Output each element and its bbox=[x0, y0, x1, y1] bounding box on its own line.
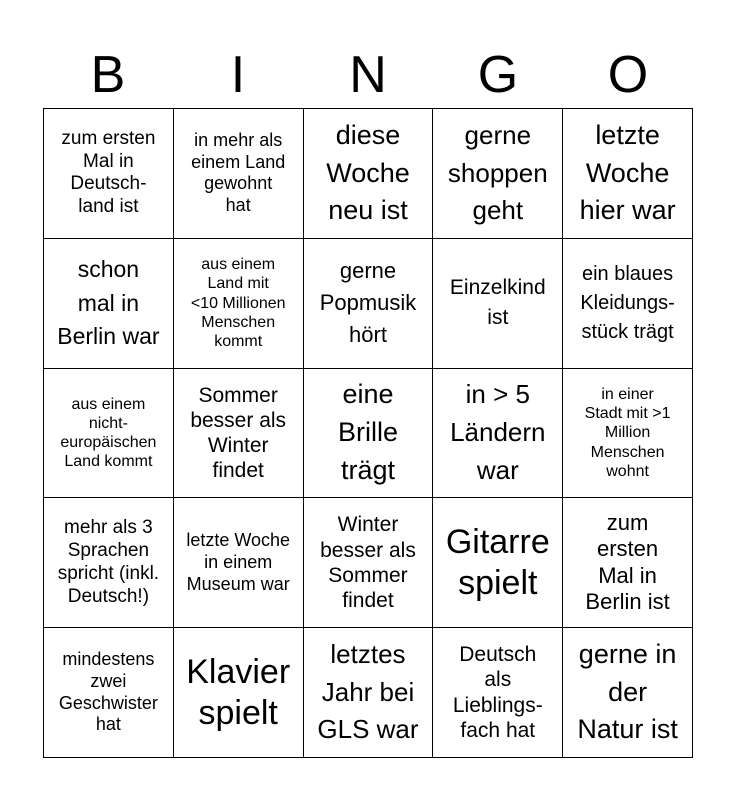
bingo-cell[interactable]: Sommer besser als Winter findet bbox=[174, 369, 304, 499]
bingo-cell[interactable]: aus einem nicht- europäischen Land kommt bbox=[44, 369, 174, 499]
bingo-cell[interactable]: mehr als 3 Sprachen spricht (inkl. Deutsch!) bbox=[44, 498, 174, 628]
bingo-cell[interactable]: letzte Woche hier war bbox=[563, 109, 693, 239]
bingo-cell[interactable]: gerne Popmusik hört bbox=[304, 239, 434, 369]
bingo-cell[interactable]: Einzelkind ist bbox=[433, 239, 563, 369]
bingo-cell[interactable]: in > 5 Ländern war bbox=[433, 369, 563, 499]
bingo-cell[interactable]: aus einem Land mit <10 Millionen Menschen kommt bbox=[174, 239, 304, 369]
header-letter-i: I bbox=[230, 46, 246, 104]
bingo-cell[interactable]: in mehr als einem Land gewohnt hat bbox=[174, 109, 304, 239]
header-letter-g: G bbox=[477, 46, 519, 104]
bingo-cell[interactable]: eine Brille trägt bbox=[304, 369, 434, 499]
bingo-cell[interactable]: gerne shoppen geht bbox=[433, 109, 563, 239]
bingo-cell[interactable]: Deutsch als Lieblings- fach hat bbox=[433, 628, 563, 758]
bingo-cell[interactable]: letzte Woche in einem Museum war bbox=[174, 498, 304, 628]
bingo-cell[interactable]: ein blaues Kleidungs- stück trägt bbox=[563, 239, 693, 369]
bingo-cell[interactable]: diese Woche neu ist bbox=[304, 109, 434, 239]
header-letter-o: O bbox=[607, 46, 649, 104]
bingo-cell[interactable]: zum ersten Mal in Deutsch- land ist bbox=[44, 109, 174, 239]
bingo-cell[interactable]: in einer Stadt mit >1 Million Menschen wohnt bbox=[563, 369, 693, 499]
bingo-cell[interactable]: Klavier spielt bbox=[174, 628, 304, 758]
bingo-cell[interactable]: mindestens zwei Geschwister hat bbox=[44, 628, 174, 758]
bingo-header bbox=[43, 42, 693, 108]
bingo-cell[interactable]: zum ersten Mal in Berlin ist bbox=[563, 498, 693, 628]
bingo-grid bbox=[43, 108, 693, 758]
bingo-cell[interactable]: Gitarre spielt bbox=[433, 498, 563, 628]
bingo-cell[interactable]: gerne in der Natur ist bbox=[563, 628, 693, 758]
header-letter-n: N bbox=[349, 46, 387, 104]
header-letter-b: B bbox=[90, 46, 126, 104]
bingo-cell[interactable]: Winter besser als Sommer findet bbox=[304, 498, 434, 628]
bingo-cell[interactable]: letztes Jahr bei GLS war bbox=[304, 628, 434, 758]
bingo-cell[interactable]: schon mal in Berlin war bbox=[44, 239, 174, 369]
